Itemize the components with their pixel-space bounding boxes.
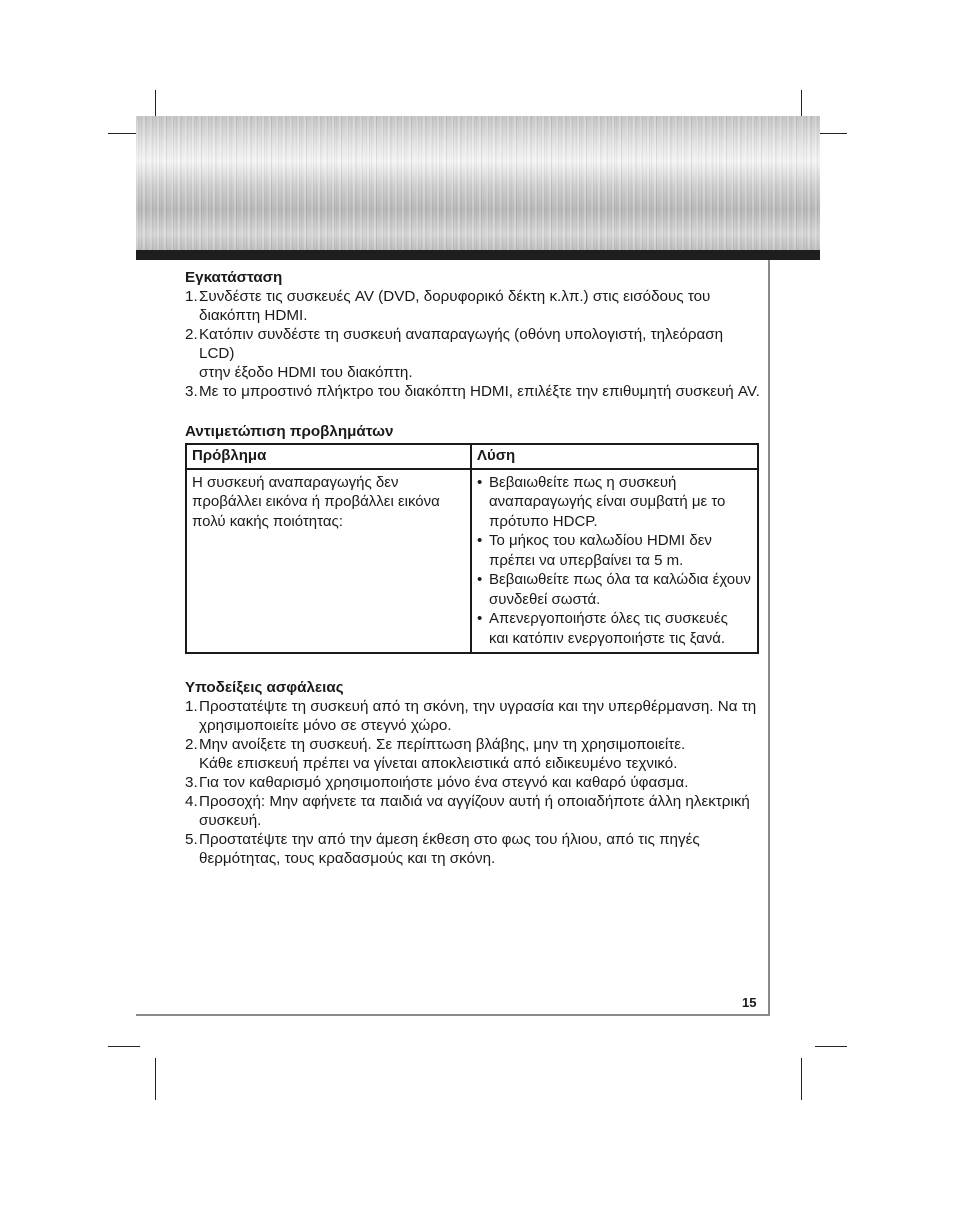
safety-steps [185,697,761,868]
step-text: Προστατέψτε τη συσκευή από τη σκόνη, την υγρασία και την υπερθέρμανση. Να τη [199,698,757,715]
solution-item: • Το μήκος του καλωδίου HDMI δεν πρέπει να υπερβαίνει τα 5 m. [477,531,751,570]
step-text-continued: στην έξοδο HDMI του διακόπτη. [199,364,413,381]
brushed-metal-banner [136,116,820,250]
troubleshooting-section [185,422,761,654]
safety-step [185,830,761,868]
solution-cell [471,469,758,654]
step-number: 1. [185,288,198,305]
page-right-rule [768,260,770,1015]
page-bottom-rule [136,1014,770,1016]
safety-step [185,697,761,735]
safety-title: Υποδείξεις ασφάλειας [185,679,344,696]
table-header-row [186,444,758,469]
solution-item: • Βεβαιωθείτε πως η συσκευή αναπαραγωγής είναι συμβατή με το πρότυπο HDCP. [477,473,751,532]
banner-dark-bar [136,250,820,260]
step-text-continued: συσκευή. [199,812,262,829]
step-text-continued: Κάθε επισκευή πρέπει να γίνεται αποκλειστικά από ειδικευμένο τεχνικό. [199,755,678,772]
step-number: 2. [185,736,198,753]
crop-mark-bottom-left-vertical [155,1058,156,1100]
step-text: Με το μπροστινό πλήκτρο του διακόπτη HDMI, επιλέξτε την επιθυμητή συσκευή AV. [199,383,760,400]
troubleshooting-table [185,443,759,654]
safety-step [185,735,761,773]
step-number: 2. [185,326,198,343]
step-text-continued: θερμότητας, τους κραδασμούς και τη σκόνη. [199,850,496,867]
page-content [185,268,761,868]
installation-step [185,382,761,401]
step-text: Συνδέστε τις συσκευές AV (DVD, δορυφορικό δέκτη κ.λπ.) στις εισόδους του [199,288,711,305]
column-header-solution: Λύση [471,444,758,469]
safety-step [185,773,761,792]
installation-step [185,325,761,382]
crop-mark-bottom-right-vertical [801,1058,802,1100]
page-number: 15 [742,995,757,1010]
step-text: Μην ανοίξετε τη συσκευή. Σε περίπτωση βλάβης, μην τη χρησιμοποιείτε. [199,736,686,753]
solution-item: • Βεβαιωθείτε πως όλα τα καλώδια έχουν συνδεθεί σωστά. [477,570,751,609]
problem-cell: Η συσκευή αναπαραγωγής δεν προβάλλει εικόνα ή προβάλλει εικόνα πολύ κακής ποιότητας: [186,469,471,654]
installation-section [185,268,761,401]
safety-step [185,792,761,830]
solution-item: • Απενεργοποιήστε όλες τις συσκευές και κατόπιν ενεργοποιήστε τις ξανά. [477,609,751,648]
installation-title: Εγκατάσταση [185,269,283,286]
troubleshooting-title: Αντιμετώπιση προβλημάτων [185,423,394,440]
safety-section [185,678,761,868]
step-number: 4. [185,793,198,810]
installation-steps [185,287,761,401]
step-text: Προστατέψτε την από την άμεση έκθεση στο φως του ήλιου, από τις πηγές [199,831,700,848]
crop-mark-bottom-right-horizontal [815,1046,847,1047]
step-number: 1. [185,698,198,715]
step-text: Κατόπιν συνδέστε τη συσκευή αναπαραγωγής (οθόνη υπολογιστή, τηλεόραση LCD) [199,326,724,362]
solution-list [477,473,751,649]
installation-step [185,287,761,325]
step-text-continued: χρησιμοποιείτε μόνο σε στεγνό χώρο. [199,717,452,734]
crop-mark-bottom-left-horizontal [108,1046,140,1047]
step-number: 3. [185,383,198,400]
table-row [186,469,758,654]
step-text: Προσοχή: Μην αφήνετε τα παιδιά να αγγίζουν αυτή ή οποιαδήποτε άλλη ηλεκτρική [199,793,750,810]
step-number: 3. [185,774,198,791]
column-header-problem: Πρόβλημα [186,444,471,469]
step-text: Για τον καθαρισμό χρησιμοποιήστε μόνο ένα στεγνό και καθαρό ύφασμα. [199,774,689,791]
step-number: 5. [185,831,198,848]
step-text-continued: διακόπτη HDMI. [199,307,308,324]
